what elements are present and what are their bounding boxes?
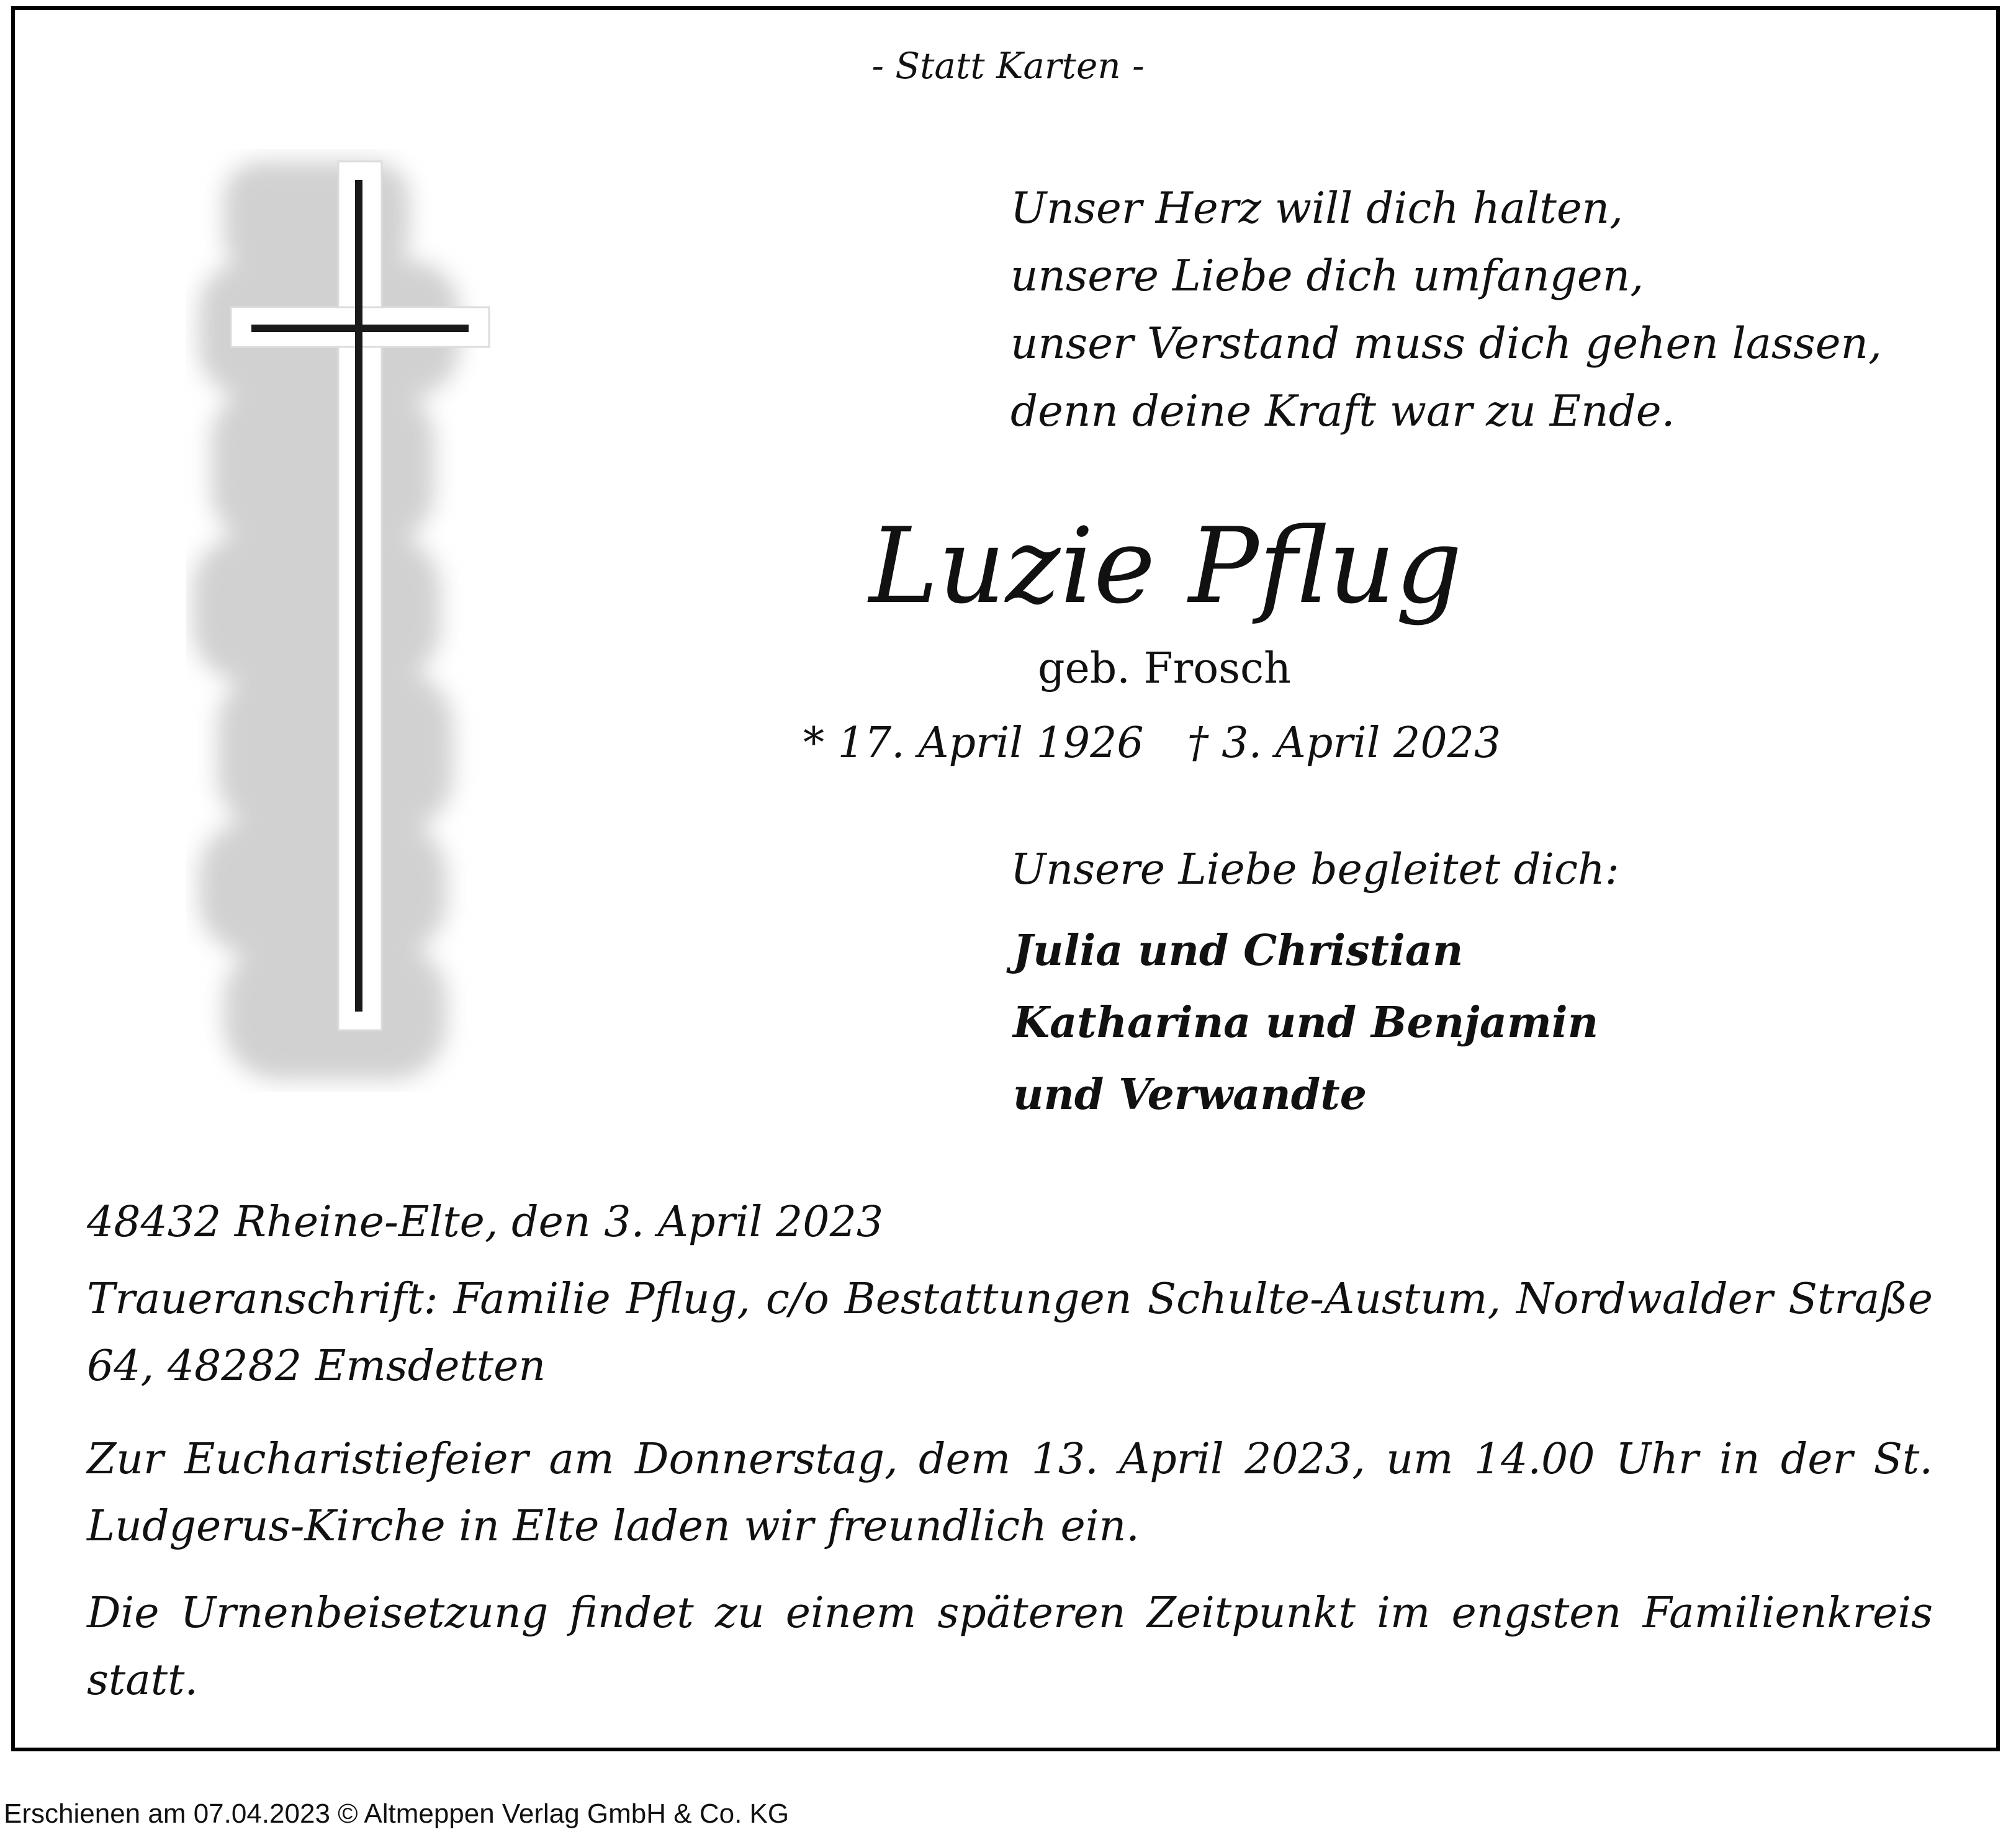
mourners-list: [1013, 915, 1598, 1131]
birth-name: geb. Frosch: [1038, 644, 1291, 693]
poem-line: denn deine Kraft war zu Ende.: [1010, 387, 1675, 436]
mourner-name: Julia und Christian: [1013, 926, 1464, 976]
mourning-address: Traueranschrift: Familie Pflug, c/o Bestattungen Schulte-Austum, Nordwalder Straße 64, 48282 Emsdetten: [87, 1275, 1933, 1391]
deceased-name: Luzie Pflug: [869, 505, 1462, 627]
poem-line: Unser Herz will dich halten,: [1010, 184, 1624, 233]
place-date: 48432 Rheine-Elte, den 3. April 2023: [87, 1198, 884, 1247]
poem: [1010, 175, 1882, 446]
life-dates: [803, 719, 1501, 768]
cross-icon: [186, 149, 509, 1092]
header-statt-karten: - Statt Karten -: [871, 45, 1145, 87]
death-date: † 3. April 2023: [1187, 719, 1501, 768]
publication-footer: Erschienen am 07.04.2023 © Altmeppen Verlag GmbH & Co. KG: [4, 1798, 790, 1829]
birth-date: * 17. April 1926: [803, 719, 1144, 768]
mourner-name: Katharina und Benjamin: [1013, 998, 1599, 1048]
poem-line: unsere Liebe dich umfangen,: [1010, 251, 1644, 301]
service-info: Zur Eucharistiefeier am Donnerstag, dem 13. April 2023, um 14.00 Uhr in der St. Ludgerus-Kirche in Elte laden wir freundlich ein.: [87, 1435, 1933, 1551]
mourners-intro: Unsere Liebe begleitet dich:: [1010, 845, 1619, 894]
burial-info: Die Urnenbeisetzung findet zu einem späteren Zeitpunkt im engsten Familienkreis statt.: [87, 1589, 1933, 1705]
mourner-name: und Verwandte: [1013, 1070, 1367, 1120]
poem-line: unser Verstand muss dich gehen lassen,: [1010, 319, 1882, 369]
